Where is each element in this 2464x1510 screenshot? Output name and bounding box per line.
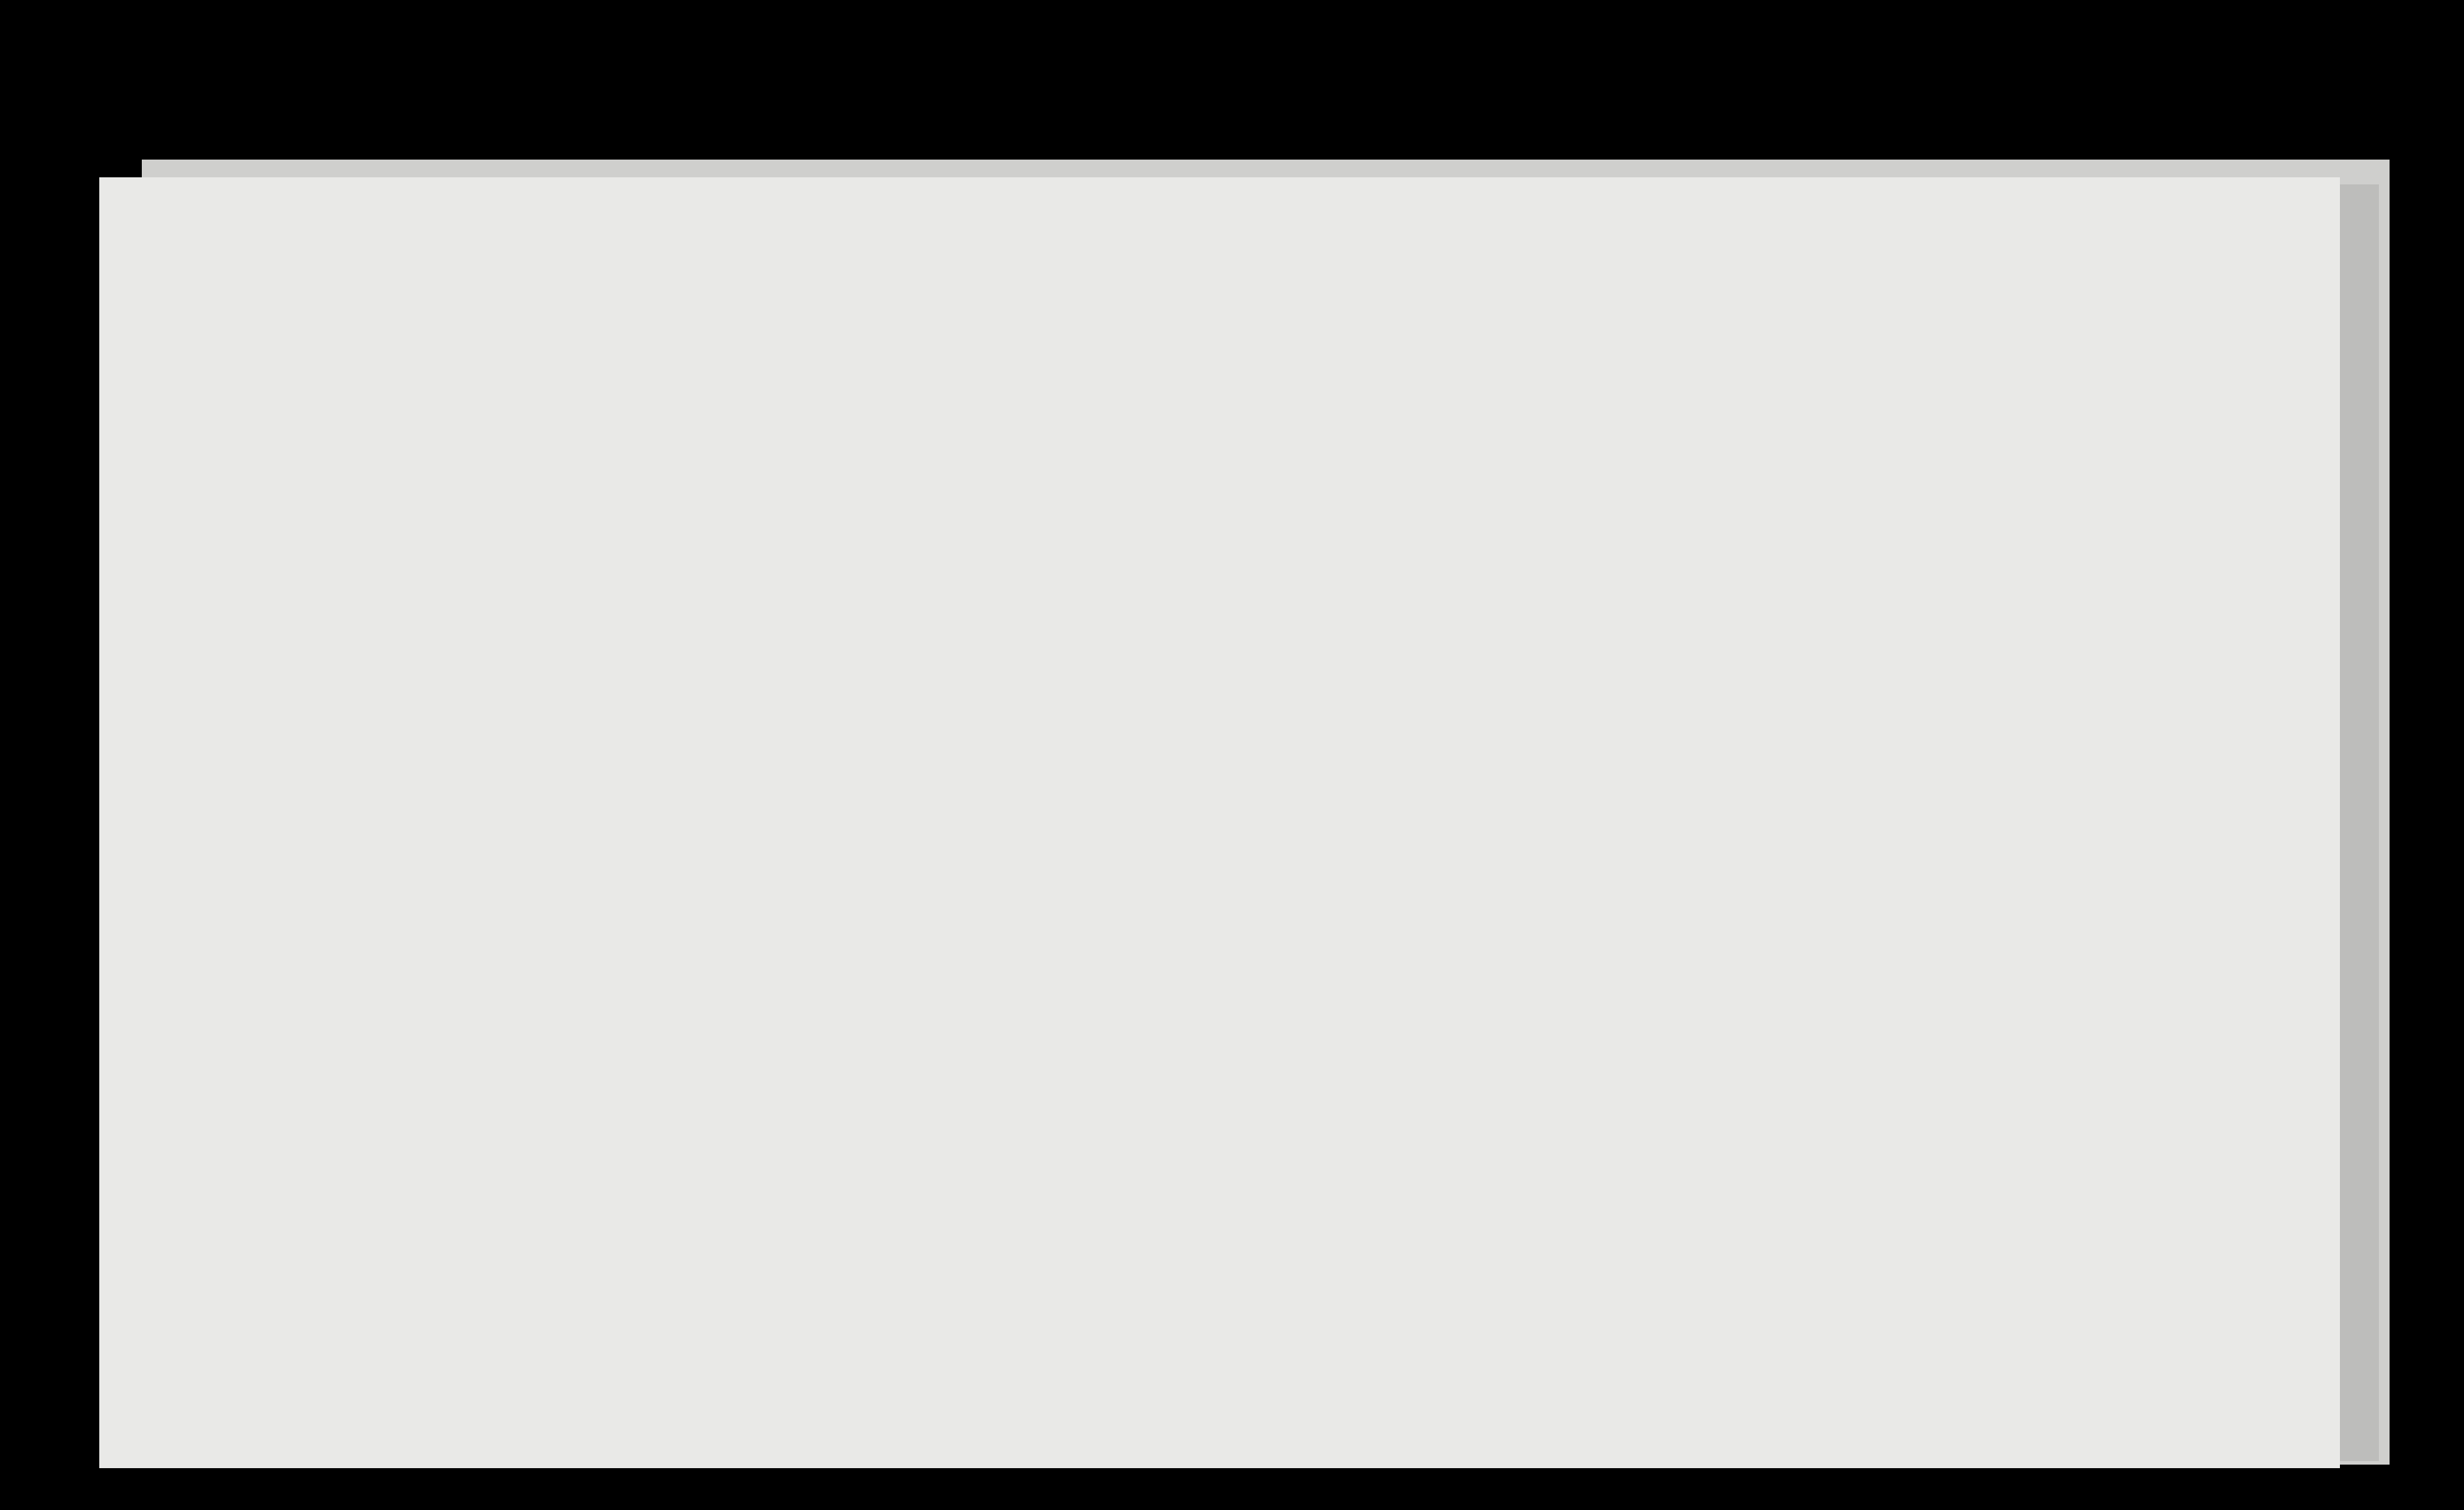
census-card-sheet xyxy=(99,177,2340,1468)
